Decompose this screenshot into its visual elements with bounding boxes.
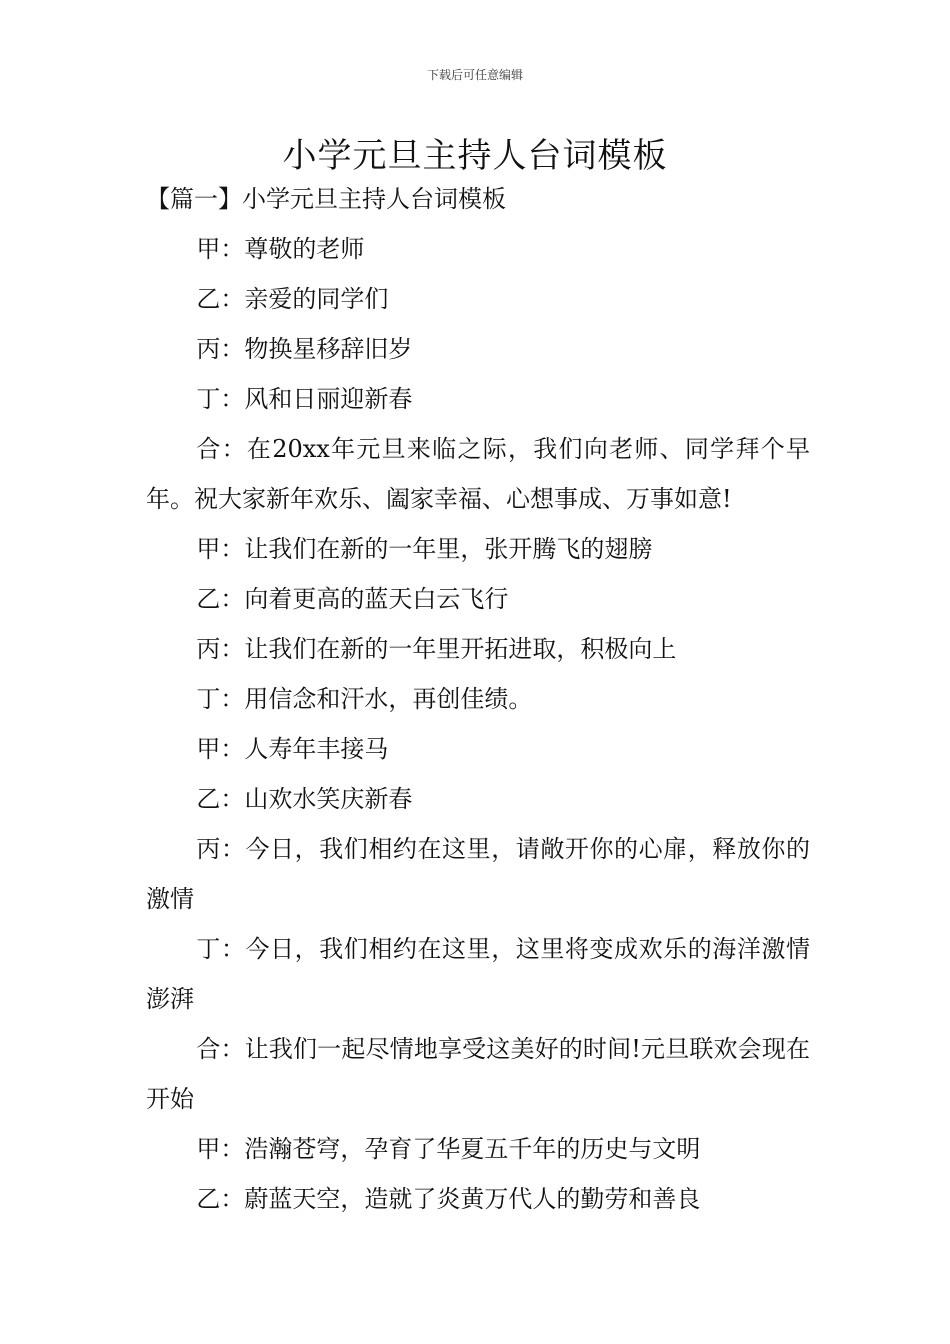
paragraph-6: 甲：让我们在新的一年里，张开腾飞的翅膀 (196, 535, 653, 563)
header-note: 下载后可任意编辑 (426, 68, 523, 82)
paragraph-12: 丙：今日，我们相约在这里，请敞开你的心扉，释放你的激情 (146, 835, 810, 913)
paragraph-3: 丙：物换星移辞旧岁 (196, 335, 413, 363)
paragraph-11: 乙：山欢水笑庆新春 (196, 785, 413, 813)
section-heading: 【篇一】小学元旦主持人台词模板 (146, 185, 506, 213)
paragraph-13: 丁：今日，我们相约在这里，这里将变成欢乐的海洋激情澎湃 (146, 935, 810, 1013)
paragraph-14: 合：让我们一起尽情地享受这美好的时间!元旦联欢会现在开始 (146, 1035, 810, 1113)
paragraph-8: 丙：让我们在新的一年里开拓进取，积极向上 (196, 635, 677, 663)
paragraph-5: 合：在20xx年元旦来临之际，我们向老师、同学拜个早年。祝大家新年欢乐、阖家幸福、心想事成、万事如意! (146, 435, 810, 513)
paragraph-10: 甲：人寿年丰接马 (196, 735, 389, 763)
paragraph-4: 丁：风和日丽迎新春 (196, 385, 413, 413)
paragraph-16: 乙：蔚蓝天空，造就了炎黄万代人的勤劳和善良 (196, 1185, 701, 1213)
paragraph-9: 丁：用信念和汗水，再创佳绩。 (196, 685, 533, 713)
paragraph-15: 甲：浩瀚苍穹，孕育了华夏五千年的历史与文明 (196, 1135, 701, 1163)
paragraph-1: 甲：尊敬的老师 (196, 235, 365, 263)
paragraph-7: 乙：向着更高的蓝天白云飞行 (196, 585, 509, 613)
paragraph-2: 乙：亲爱的同学们 (196, 285, 389, 313)
document-body (146, 174, 810, 1224)
document-title: 小学元旦主持人台词模板 (282, 136, 668, 176)
